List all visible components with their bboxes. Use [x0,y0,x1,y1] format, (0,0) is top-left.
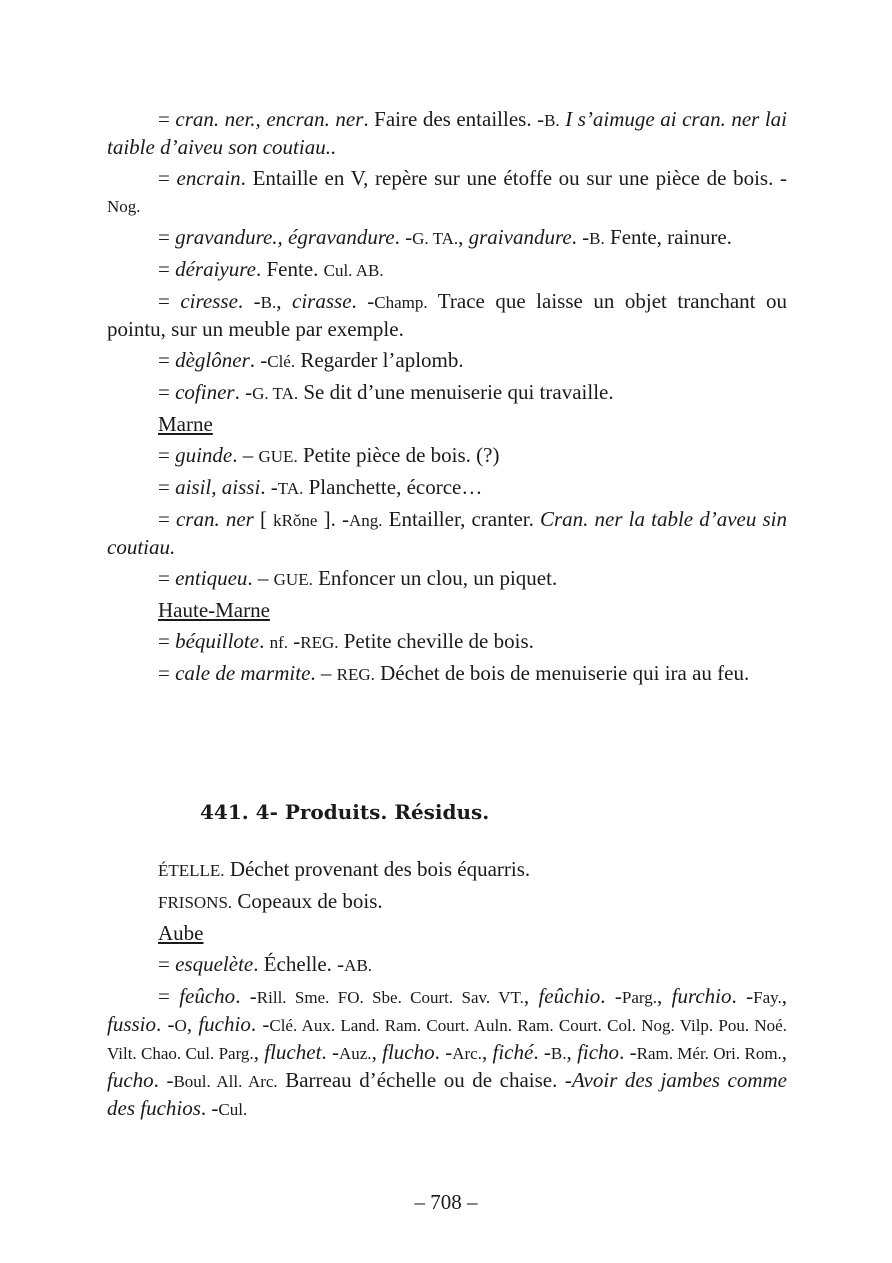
text: , [781,984,788,1008]
text: . - [260,475,278,499]
entry-frisons [107,888,787,916]
headword: fucho [107,1068,154,1092]
example: Cran. ner la table d’aveu sin coutiau. [107,507,787,559]
source-abbrev: B. [589,229,605,248]
source-abbrev: GUE. [258,447,298,466]
text: = [158,661,176,685]
headword: gravandure., égravandure [175,225,395,249]
headword: fussio [107,1012,157,1036]
text: , [458,225,469,249]
text: = [158,507,176,531]
definition: Regarder l’aplomb. [295,348,464,372]
text: = [158,107,176,131]
definition: Planchette, écorce… [303,475,483,499]
text: = [158,380,176,404]
source-abbrev: Boul. All. Arc. [173,1072,278,1091]
headword: feûcho [179,984,236,1008]
source-abbrev: O [174,1016,187,1035]
source-abbrev: B. [544,111,560,130]
entry-cran-ner [107,106,787,161]
headword-caps: FRISONS. [158,893,233,912]
text: . - [235,984,257,1008]
text: . Faire des entailles. - [363,107,545,131]
source-abbrev: Fay. [753,988,782,1007]
headword-caps: ÉTELLE. [158,861,225,880]
source-abbrev: G. TA. [412,229,459,248]
text: = [158,952,176,976]
headword: fluchet [264,1040,322,1064]
entry-cran-ner-ang [107,506,787,561]
text: = [158,225,176,249]
headword: esquelète [175,952,254,976]
headword: cran. ner., encran. ner [175,107,364,131]
dictionary-entries-bottom [107,856,787,1127]
headword: dèglôner [175,348,250,372]
source-abbrev: B. [550,1044,567,1063]
headword: aisil, aissi [175,475,261,499]
text: . - [351,289,375,313]
text: . - [321,1040,339,1064]
entry-cofiner [107,379,787,407]
source-abbrev: Arc. [452,1044,482,1063]
text: . - [731,984,754,1008]
headword: cran. ner [175,507,254,531]
example: Avoir des jambes comme des fuchios [107,1068,787,1120]
text: . - [434,1040,453,1064]
text: . - [237,289,261,313]
entry-gravandure [107,224,787,252]
text: . - [394,225,413,249]
entry-ciresse [107,288,787,343]
text: . - [153,1068,174,1092]
definition: Entailler, cranter. [382,507,540,531]
definition: Petite cheville de bois. [338,629,534,653]
headword: béquillote [175,629,260,653]
text: , [523,984,539,1008]
source-abbrev: TA. [277,479,304,498]
text: = [158,289,181,313]
entry-cale-de-marmite [107,660,787,688]
text: . - [249,348,268,372]
entry-degloner [107,347,787,375]
text: ]. - [317,507,349,531]
source-abbrev: Nog. [107,197,141,216]
headword: guinde [175,443,233,467]
source-abbrev: Parg. [621,988,657,1007]
headword: graivandure [468,225,572,249]
text: = [158,566,176,590]
text: , [186,1012,199,1036]
headword: cofiner [175,380,235,404]
source-abbrev: REG. [336,665,375,684]
dictionary-entries-top [107,106,787,692]
phonetic: kRǒne [273,511,318,530]
text: . - [571,225,590,249]
page-number: – 708 – [414,1190,478,1214]
region-label: Aube [158,921,204,945]
text: - [288,629,301,653]
source-abbrev: REG. [300,633,339,652]
text: = [158,475,176,499]
text: , [657,984,672,1008]
text: = [158,984,180,1008]
source-abbrev: Auz. [338,1044,372,1063]
source-abbrev: Champ. [374,293,428,312]
headword: feûchio [538,984,601,1008]
definition: Barreau d’échelle ou de chaise. - [277,1068,572,1092]
headword: cale de marmite [175,661,311,685]
headword: entiqueu [175,566,248,590]
source-abbrev: Rill. Sme. FO. Sbe. Court. Sav. VT. [256,988,524,1007]
entry-feucho [107,983,787,1123]
definition: Déchet provenant des bois équarris. [224,857,531,881]
source-abbrev: Cul. [218,1100,248,1119]
definition: Trace que laisse un objet tranchant ou pointu, sur un meuble par exemple. [107,289,788,341]
source-abbrev: Clé. Aux. Land. Ram. Court. Auln. Ram. Court. Col. Nog. Vilp. Pou. Noé. Vilt. Chao. Cul. Parg. [107,1016,787,1063]
region-heading-marne [107,411,787,438]
text: . Entaille en V, repère sur une étoffe ou sur une pièce de bois. - [240,166,787,190]
text: = [158,166,177,190]
headword: ciresse [180,289,238,313]
headword: ficho [577,1040,620,1064]
entry-esquelete [107,951,787,979]
entry-aisil [107,474,787,502]
region-heading-haute-marne [107,597,787,624]
headword: fiché [492,1040,534,1064]
headword: cirasse [292,289,352,313]
source-abbrev: GUE. [273,570,313,589]
text: . Fente. [255,257,324,281]
definition: Enfoncer un clou, un piquet. [312,566,558,590]
entry-entiqueu [107,565,787,593]
entry-guinde [107,442,787,470]
definition: Déchet de bois de menuiserie qui ira au feu. [374,661,750,685]
entry-encrain [107,165,787,220]
text: . – [247,566,274,590]
text: . - [619,1040,637,1064]
headword: déraiyure [175,257,256,281]
source-abbrev: Ang. [348,511,383,530]
definition: Copeaux de bois. [232,889,383,913]
grammar-tag: nf. [269,633,288,652]
text: . – [310,661,337,685]
text: . [259,629,270,653]
text: , [781,1040,788,1064]
text: [ [253,507,274,531]
headword: fuchio [198,1012,251,1036]
section-heading: 441. 4- Produits. Résidus. [200,800,490,824]
region-label: Haute-Marne [158,598,270,622]
entry-etelle [107,856,787,884]
text: , [276,289,293,313]
headword: flucho [382,1040,435,1064]
example: I s’aimuge ai cran. ner lai taible d’aiveu son coutiau.. [107,107,788,159]
source-abbrev: Cul. AB. [323,261,384,280]
region-label: Marne [158,412,213,436]
text: . - [533,1040,551,1064]
entry-bequillote [107,628,787,656]
definition: Fente, rainure. [604,225,732,249]
definition: Se dit d’une menuiserie qui travaille. [298,380,614,404]
source-abbrev: B. [260,293,277,312]
text: . – [232,443,259,467]
text: . - [250,1012,270,1036]
text: , [253,1040,265,1064]
headword: furchio [671,984,732,1008]
source-abbrev: Ram. Mér. Ori. Rom. [636,1044,782,1063]
text: = [158,443,176,467]
text: . - [156,1012,175,1036]
text: . - [234,380,253,404]
entry-deraiyure [107,256,787,284]
text: . - [200,1096,219,1120]
text: , [566,1040,578,1064]
text: . Échelle. - [253,952,345,976]
source-abbrev: G. TA. [252,384,299,403]
text: = [158,629,176,653]
text: = [158,257,176,281]
headword: encrain [176,166,241,190]
text: , [481,1040,493,1064]
text: . - [600,984,622,1008]
source-abbrev: AB. [344,956,373,975]
definition: Petite pièce de bois. (?) [297,443,500,467]
text: , [371,1040,383,1064]
region-heading-aube [107,920,787,947]
source-abbrev: Clé. [267,352,296,371]
text: = [158,348,176,372]
